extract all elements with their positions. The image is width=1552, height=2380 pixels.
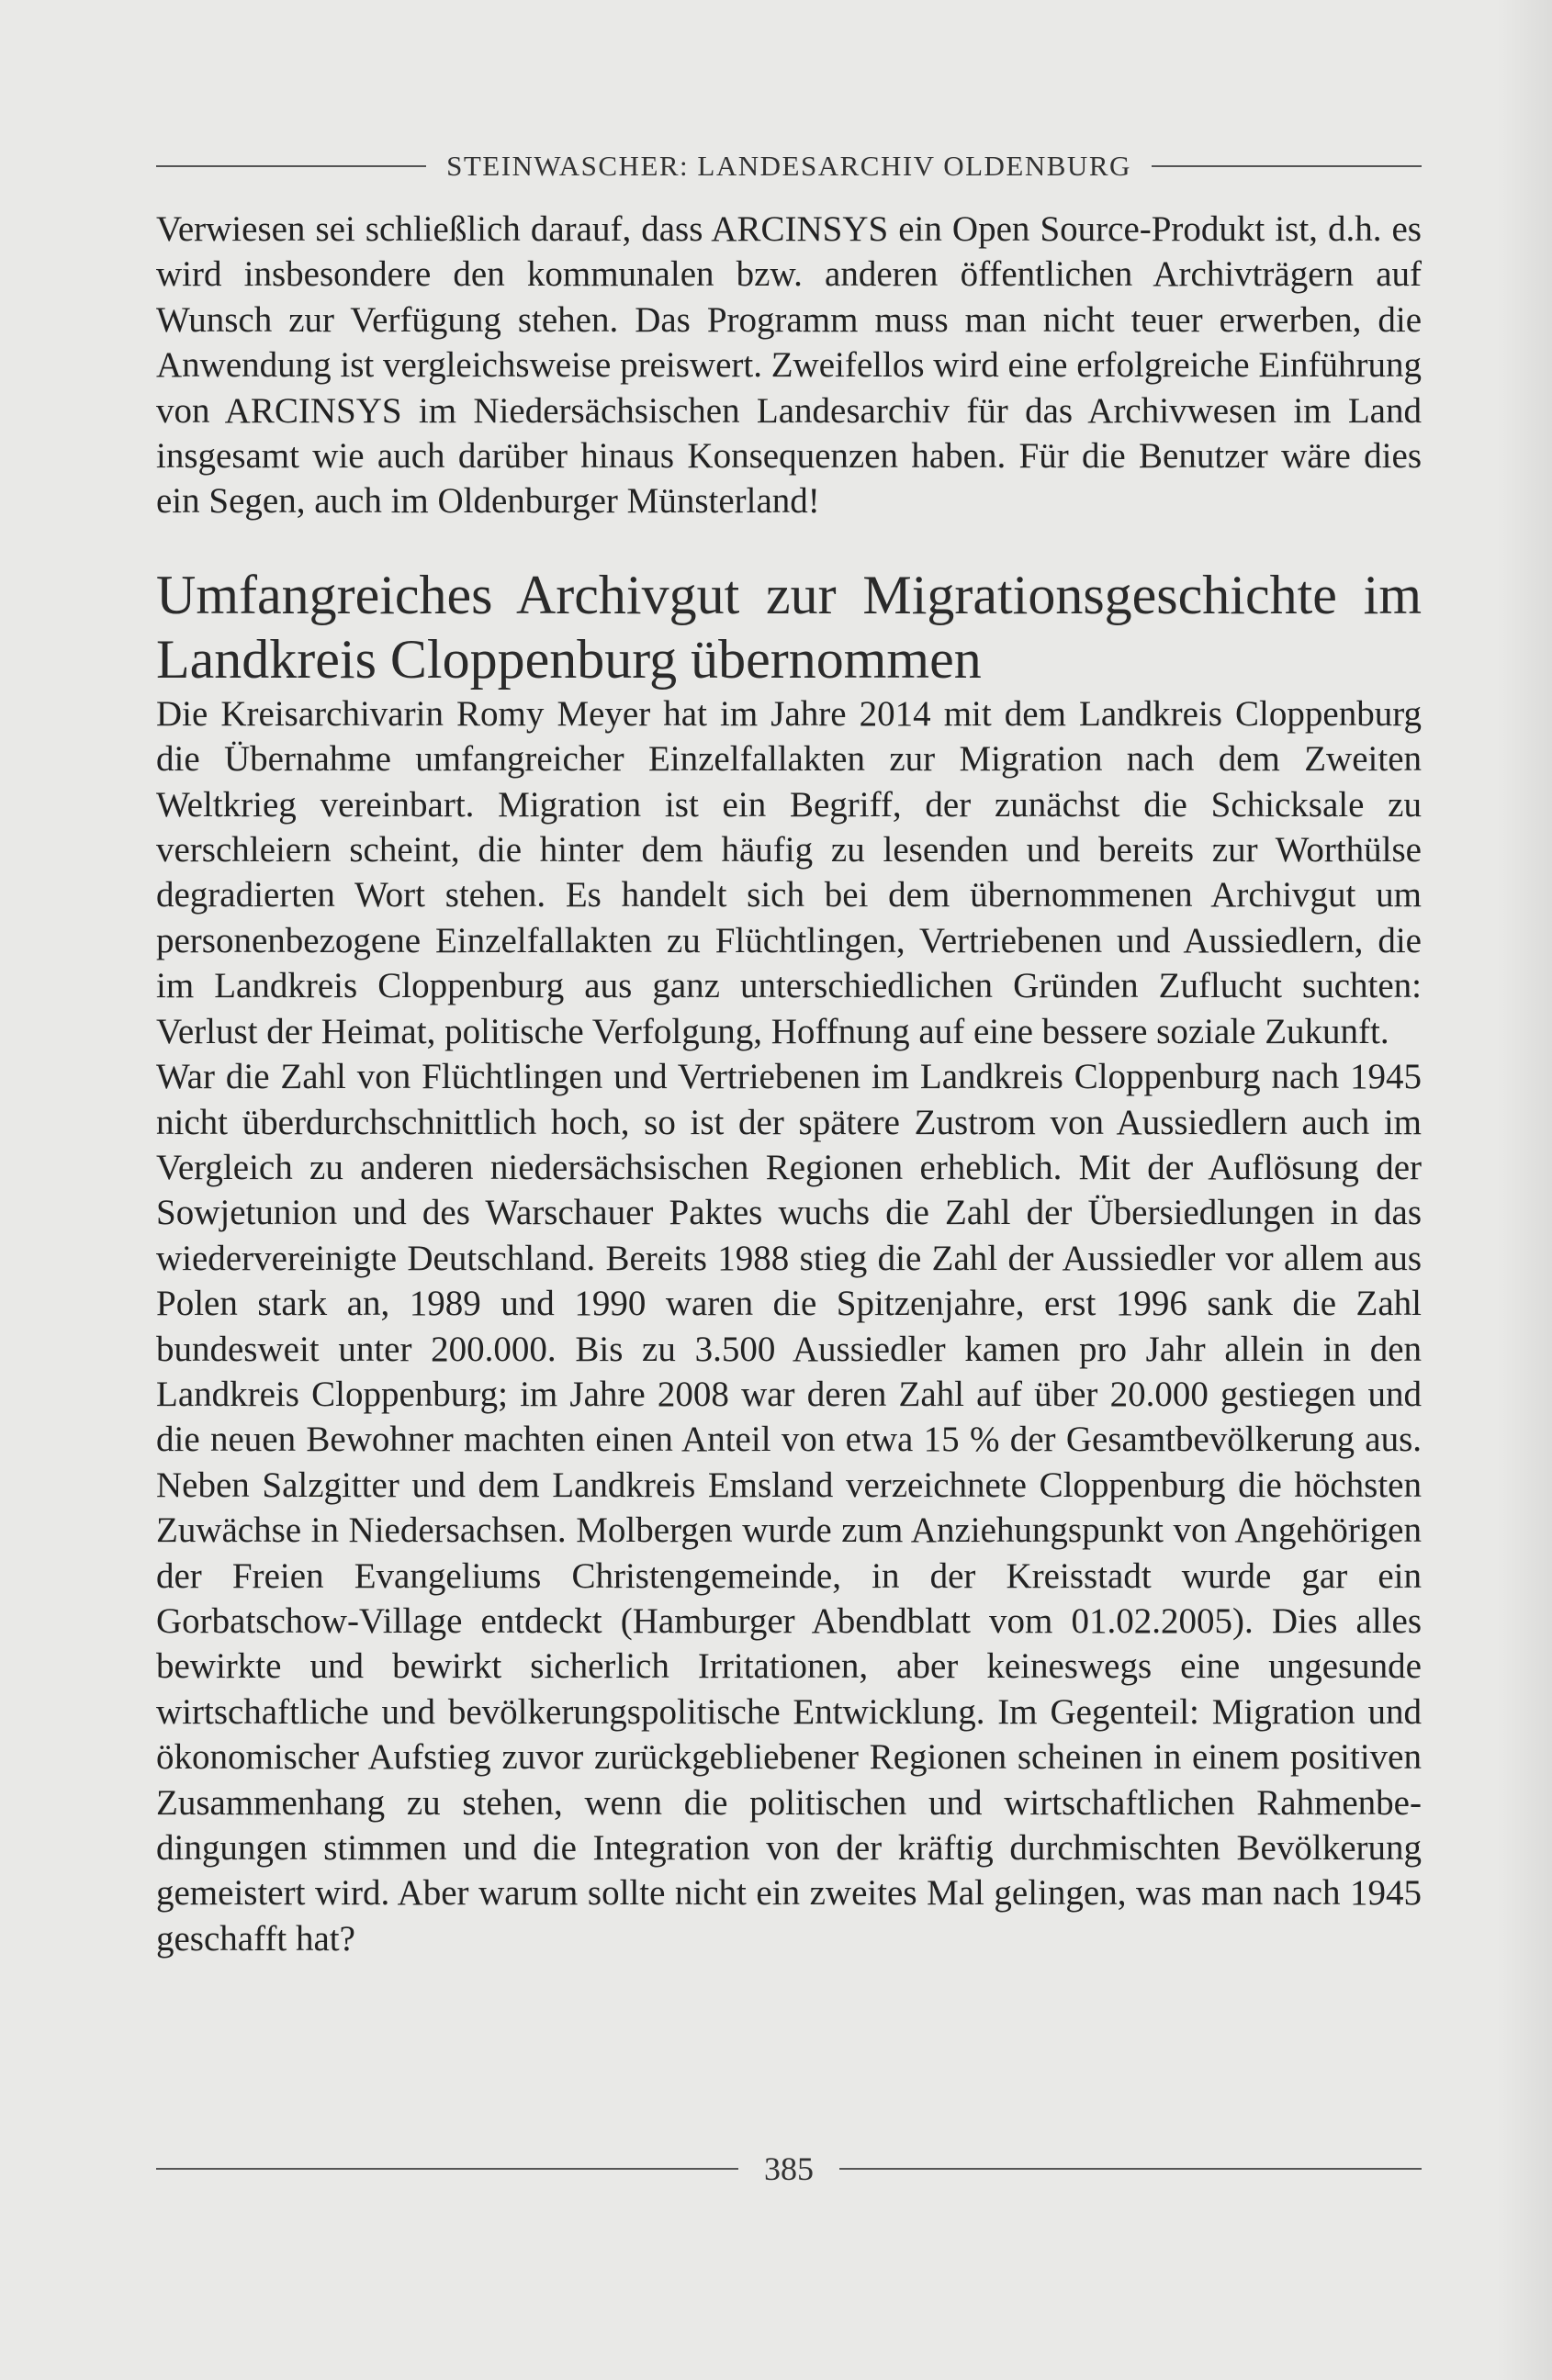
running-title: STEINWASCHER: LANDESARCHIV OLDENBURG (446, 150, 1131, 182)
footer-rule-left (156, 2168, 738, 2170)
page-body (156, 207, 1422, 1961)
page-number: 385 (764, 2150, 814, 2187)
section-heading: Umfangreiches Archivgut zur Migrationsgeschichte im Landkreis Cloppenburg übernommen (156, 564, 1422, 690)
header-rule-left (156, 165, 426, 167)
section-paragraph-2: War die Zahl von Flüchtlingen und Vertriebenen im Landkreis Cloppenburg nach 1945 nicht überdurchschnittlich hoch, so ist der spätere Zustrom von Aussiedlern auch im Vergleich zu anderen niedersächsischen Regionen erheblich. Mit der Auflösung der Sowjetunion und des Warschauer Paktes wuchs die Zahl der Übersiedlungen in das wiedervereinigte Deutschland. Bereits 1988 stieg die Zahl der Aussiedler vor allem aus Polen stark an, 1989 und 1990 waren die Spitzenjahre, erst 1996 sank die Zahl bundesweit unter 200.000. Bis zu 3.500 Aussiedler kamen pro Jahr allein in den Landkreis Cloppenburg; im Jahre 2008 war deren Zahl auf über 20.000 gestiegen und die neuen Bewohner machten einen Anteil von etwa 15 % der Gesamtbevölkerung aus. Neben Salzgitter und dem Landkreis Emsland verzeichnete Cloppenburg die höchsten Zuwächse in Niedersachsen. Molbergen wurde zum Anziehungspunkt von Angehörigen der Freien Evangeliums Christengemeinde, in der Kreisstadt wurde gar ein Gorbatschow-Village entdeckt (Hamburger Abendblatt vom 01.02.2005). Dies alles bewirkte und bewirkt sicherlich Irritationen, aber keineswegs eine ungesunde wirtschaftliche und bevölkerungspolitische Entwicklung. Im Gegenteil: Migration und ökonomischer Aufstieg zuvor zurückgebliebener Regionen scheinen in einem positiven Zusammenhang zu stehen, wenn die politischen und wirtschaftlichen Rahmenbedingungen stimmen und die Integration von der kräftig durchmischten Bevölkerung gemeistert wird. Aber warum sollte nicht ein zweites Mal gelingen, was man nach 1945 geschafft hat? (156, 1057, 1422, 1959)
page-edge-shadow (1497, 0, 1552, 2380)
section-paragraph-1: Die Kreisarchivarin Romy Meyer hat im Jahre 2014 mit dem Landkreis Cloppenburg die Übernahme umfangreicher Einzelfallakten zur Migration nach dem Zweiten Weltkrieg vereinbart. Migration ist ein Begriff, der zunächst die Schicksale zu verschleiern scheint, die hinter dem häufig zu lesenden und bereits zur Worthülse degradierten Wort stehen. Es handelt sich bei dem übernommenen Archivgut um personenbezogene Einzelfallakten zu Flüchtlingen, Vertriebenen und Aussiedlern, die im Landkreis Cloppenburg aus ganz unterschiedlichen Gründen Zuflucht suchten: Verlust der Heimat, politische Verfolgung, Hoffnung auf eine bessere soziale Zukunft. (156, 693, 1422, 1051)
page-footer (156, 2143, 1422, 2195)
footer-rule-right (839, 2168, 1422, 2170)
running-header (156, 143, 1422, 189)
intro-paragraph: Verwiesen sei schließlich darauf, dass ARCINSYS ein Open Source-Produkt ist, d.h. es wird insbesondere den kommunalen bzw. anderen öffentlichen Archivträgern auf Wunsch zur Verfügung stehen. Das Programm muss man nicht teuer erwerben, die Anwendung ist vergleichsweise preiswert. Zweifellos wird eine erfolgreiche Einführung von ARCINSYS im Niedersächsischen Landesarchiv für das Archivwesen im Land insgesamt wie auch darüber hinaus Konsequenzen haben. Für die Benutzer wäre dies ein Segen, auch im Oldenburger Münsterland! (156, 209, 1422, 522)
header-rule-right (1152, 165, 1422, 167)
